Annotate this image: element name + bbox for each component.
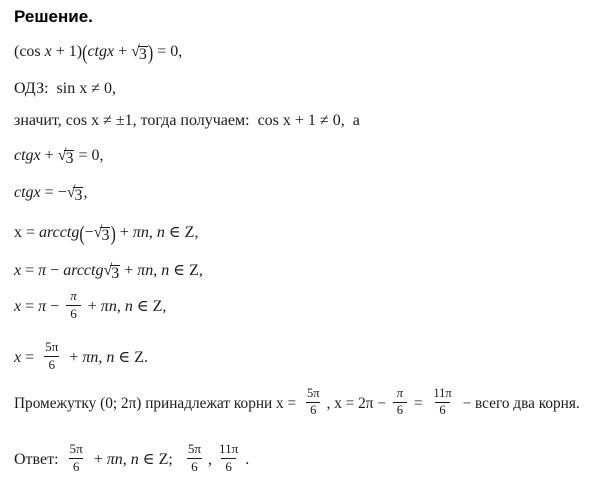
eq4-plus: + <box>115 224 133 241</box>
eq5-sqrt3 <box>103 262 120 282</box>
equation-product <box>14 42 182 64</box>
equation-ctg-equals <box>14 183 87 203</box>
eq6-n: n <box>124 298 133 315</box>
eq7-in-z: ∈ Z. <box>114 349 148 366</box>
eq6-in-z: ∈ Z, <box>132 298 167 315</box>
eq4-big-open-paren: ( <box>79 222 85 246</box>
answer-comma: , <box>122 451 131 468</box>
radicand: 3 <box>74 186 83 204</box>
reasoning-text: значит, cos x ≠ ±1, тогда получаем: cos x + 1 ≠ 0, а <box>14 112 360 129</box>
eq4-equals: = <box>22 224 40 241</box>
eq1-open: (cos <box>14 43 45 60</box>
eq4-pi-n: πn <box>132 224 149 241</box>
fraction-pi-over-6 <box>393 386 407 418</box>
fraction-numerator: 5π <box>187 441 202 457</box>
fraction-5pi-over-6 <box>41 339 62 373</box>
radical-sign: √ <box>131 43 139 60</box>
fraction-denominator: 6 <box>187 458 202 475</box>
eq3-ctgx: ctgx <box>14 184 41 201</box>
eq1-var-x: x <box>44 43 52 60</box>
interval-mid1: , x = 2π − <box>326 395 390 412</box>
eq6-pi-n: πn <box>100 298 117 315</box>
fraction-denominator: 6 <box>306 402 320 419</box>
fraction-11pi-over-6 <box>215 441 242 475</box>
fraction-5pi-over-6 <box>66 441 87 475</box>
equation-arcctg-neg <box>14 223 198 245</box>
eq3-comma: , <box>83 184 88 201</box>
equation-pi-minus-arcctg <box>14 261 203 281</box>
fraction-denominator: 6 <box>69 458 84 475</box>
radicand: 3 <box>65 149 74 167</box>
interval-tail: − всего два корня. <box>458 395 580 412</box>
radical-sign: √ <box>66 184 75 201</box>
answer-sep: , <box>208 451 213 468</box>
fraction-numerator: 5π <box>45 339 59 355</box>
eq1-plus: + <box>114 43 132 60</box>
eq1-big-close-paren: ) <box>147 41 154 65</box>
radicand: 3 <box>101 226 110 244</box>
fraction-numerator: π <box>70 288 77 304</box>
eq6-pi: π <box>38 298 47 315</box>
eq5-in-z: ∈ Z, <box>169 262 203 279</box>
radical-sign: √ <box>103 262 112 279</box>
eq4-sqrt3 <box>93 224 111 244</box>
eq3-equals-minus: = − <box>40 184 67 201</box>
interval-mid2: = <box>410 395 427 412</box>
eq4-big-close-paren: ) <box>110 222 116 246</box>
radical-sign: √ <box>57 147 66 164</box>
eq5-equals: = <box>21 262 39 279</box>
eq7-equals: = <box>21 349 39 366</box>
eq2-plus: + <box>40 147 58 164</box>
fraction-denominator: 6 <box>393 402 407 419</box>
fraction-pi-over-6 <box>66 288 81 322</box>
interval-roots-text <box>14 387 580 421</box>
fraction-denominator: 6 <box>66 305 81 322</box>
eq3-sqrt3 <box>66 184 84 204</box>
fraction-numerator: π <box>396 386 404 401</box>
radicand: 3 <box>138 45 147 63</box>
equation-ctg-plus-sqrt3 <box>14 146 104 166</box>
radicand: 3 <box>111 264 120 282</box>
eq5-comma: , <box>153 262 162 279</box>
eq5-plus: + <box>120 262 138 279</box>
odz-condition: ОДЗ: sin x ≠ 0, <box>14 80 116 97</box>
answer-in-z: ∈ Z; <box>138 451 181 468</box>
eq4-x: x <box>14 224 22 241</box>
eq7-n: n <box>106 349 115 366</box>
fraction-denominator: 6 <box>221 458 236 475</box>
eq6-minus: − <box>46 298 64 315</box>
eq2-sqrt3 <box>57 147 75 167</box>
fraction-numerator: 11π <box>219 441 239 457</box>
equation-final-root <box>14 341 148 375</box>
eq7-comma: , <box>98 349 107 366</box>
answer-plus: + <box>89 451 107 468</box>
eq7-pi-n: πn <box>82 349 99 366</box>
eq5-minus: − <box>46 262 64 279</box>
fraction-numerator: 11π <box>433 386 452 401</box>
eq4-arcctg: arcctg <box>39 224 80 241</box>
eq4-comma: , <box>148 224 157 241</box>
answer-pi-n: πn <box>106 451 123 468</box>
eq4-in-z: ∈ Z, <box>164 224 199 241</box>
answer-n: n <box>130 451 139 468</box>
radical-sign: √ <box>93 224 102 241</box>
eq2-equals-zero: = 0, <box>74 147 104 164</box>
eq6-comma: , <box>116 298 125 315</box>
eq4-minus: − <box>84 224 94 241</box>
eq6-x: x <box>14 298 22 315</box>
answer-dot: . <box>245 451 250 468</box>
eq5-pi: π <box>38 262 47 279</box>
eq1-close: + 1) <box>51 43 83 60</box>
eq5-n: n <box>161 262 170 279</box>
interval-lead: Промежутку (0; 2π) принадлежат корни x = <box>14 395 300 412</box>
equation-pi-minus-fraction <box>14 290 166 324</box>
eq1-equals-zero: = 0, <box>153 43 183 60</box>
solution-heading: Решение. <box>14 7 93 26</box>
answer-line <box>14 443 249 477</box>
fraction-5pi-over-6 <box>184 441 205 475</box>
eq1-ctgx: ctgx <box>87 43 115 60</box>
eq5-x: x <box>14 262 22 279</box>
fraction-11pi-over-6 <box>429 386 455 418</box>
fraction-denominator: 6 <box>435 402 449 419</box>
eq1-big-open-paren: ( <box>82 41 88 65</box>
answer-label: Ответ: <box>14 451 63 468</box>
fraction-numerator: 5π <box>69 441 83 457</box>
eq5-arcctg: arcctg <box>63 262 104 279</box>
fraction-5pi-over-6 <box>303 386 324 418</box>
fraction-numerator: 5π <box>306 386 320 401</box>
eq1-sqrt3 <box>131 43 148 63</box>
fraction-denominator: 6 <box>44 356 59 373</box>
eq6-plus: + <box>83 298 101 315</box>
eq7-plus: + <box>65 349 83 366</box>
eq6-equals: = <box>21 298 39 315</box>
eq4-n: n <box>156 224 165 241</box>
eq5-pi-n: πn <box>137 262 154 279</box>
eq7-x: x <box>14 349 22 366</box>
eq2-ctgx: ctgx <box>14 147 41 164</box>
